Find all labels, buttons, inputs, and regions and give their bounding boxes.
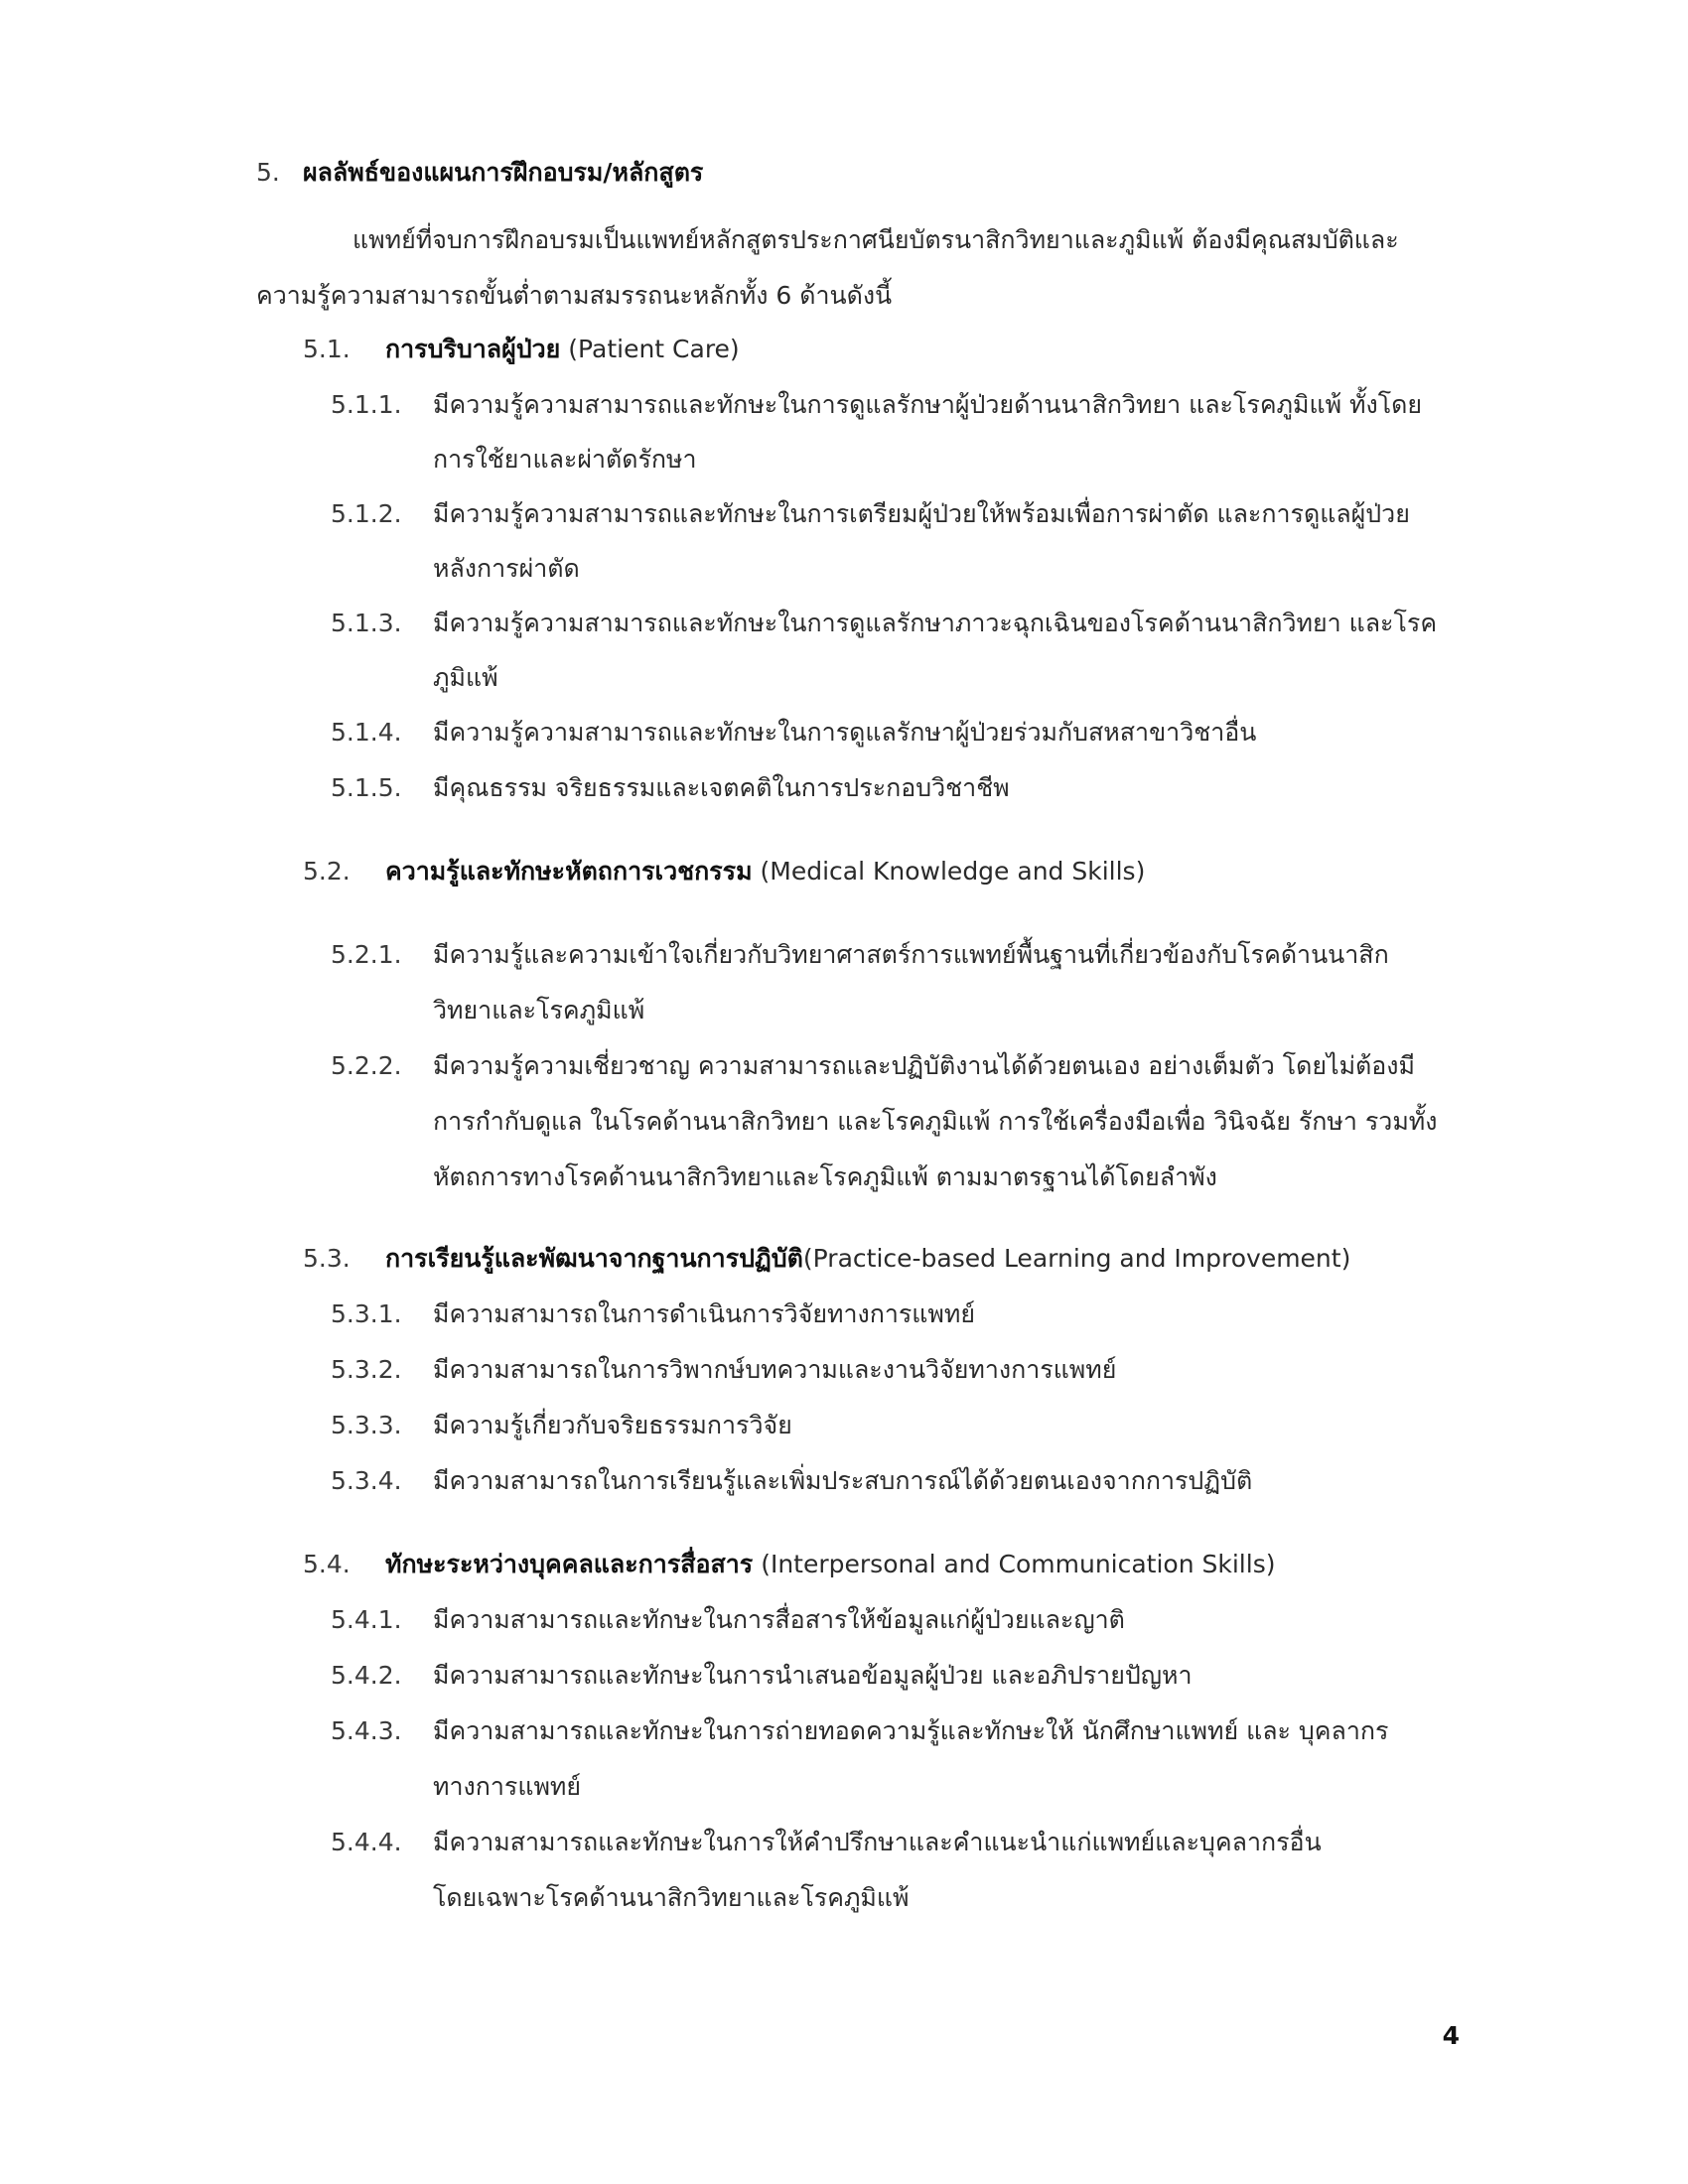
subsection-title-en: (Patient Care) [568, 335, 740, 363]
item-text: มีความสามารถในการวิพากษ์บทความและงานวิจัยทางการแพทย์ [433, 1355, 1117, 1384]
subsection-title: การเรียนรู้และพัฒนาจากฐานการปฏิบัติ [385, 1244, 803, 1273]
page-number: 4 [1442, 2021, 1460, 2050]
item-text: มีความรู้ความสามารถและทักษะในการดูแลรักษาผู้ป่วยด้านนาสิกวิทยา และโรคภูมิแพ้ ทั้งโดย [433, 390, 1423, 419]
subsection-title: ทักษะระหว่างบุคคลและการสื่อสาร [385, 1550, 754, 1578]
item-number: 5.4.2. [331, 1661, 402, 1690]
subsection-number: 5.2. [303, 857, 351, 886]
item-number: 5.3.4. [331, 1466, 402, 1495]
item-text: มีความรู้และความเข้าใจเกี่ยวกับวิทยาศาสตร์การแพทย์พื้นฐานที่เกี่ยวข้องกับโรคด้านนาสิก [433, 940, 1389, 969]
subsection-title-en: (Practice-based Learning and Improvement) [802, 1244, 1351, 1273]
item-number: 5.1.4. [331, 718, 402, 747]
section-title: ผลลัพธ์ของแผนการฝึกอบรม/หลักสูตร [303, 158, 704, 187]
item-text: มีความสามารถและทักษะในการถ่ายทอดความรู้และทักษะให้ นักศึกษาแพทย์ และ บุคลากร [433, 1716, 1389, 1745]
item-text: มีความรู้ความสามารถและทักษะในการเตรียมผู้ป่วยให้พร้อมเพื่อการผ่าตัด และการดูแลผู้ป่วย [433, 499, 1410, 528]
subsection-title-en: (Interpersonal and Communication Skills) [761, 1550, 1276, 1578]
item-number: 5.3.3. [331, 1411, 402, 1439]
subsection-title-en: (Medical Knowledge and Skills) [760, 857, 1146, 886]
item-text: มีคุณธรรม จริยธรรมและเจตคติในการประกอบวิชาชีพ [433, 773, 1010, 802]
item-text: มีความสามารถและทักษะในการนำเสนอข้อมูลผู้ป่วย และอภิปรายปัญหา [433, 1661, 1193, 1690]
item-text: มีความรู้ความสามารถและทักษะในการดูแลรักษาภาวะฉุกเฉินของโรคด้านนาสิกวิทยา และโรค [433, 609, 1438, 637]
item-text-cont: ทางการแพทย์ [433, 1772, 582, 1801]
subsection-title: ความรู้และทักษะหัตถการเวชกรรม [385, 857, 753, 886]
subsection-number: 5.3. [303, 1244, 351, 1273]
item-text: มีความสามารถและทักษะในการสื่อสารให้ข้อมูลแก่ผู้ป่วยและญาติ [433, 1605, 1125, 1634]
item-text: มีความรู้เกี่ยวกับจริยธรรมการวิจัย [433, 1411, 792, 1439]
subsection-heading [385, 1547, 1275, 1582]
intro-line-1: แพทย์ที่จบการฝึกอบรมเป็นแพทย์หลักสูตรประกาศนียบัตรนาสิกวิทยาและภูมิแพ้ ต้องมีคุณสมบัติและ [352, 225, 1399, 254]
item-number: 5.2.2. [331, 1051, 402, 1080]
subsection-number: 5.4. [303, 1550, 351, 1578]
item-number: 5.4.4. [331, 1828, 402, 1856]
item-number: 5.2.1. [331, 940, 402, 969]
item-number: 5.3.2. [331, 1355, 402, 1384]
subsection-number: 5.1. [303, 335, 351, 363]
item-text: มีความสามารถและทักษะในการให้คำปรึกษาและคำแนะนำแก่แพทย์และบุคลากรอื่น [433, 1828, 1322, 1856]
item-text-cont: หัตถการทางโรคด้านนาสิกวิทยาและโรคภูมิแพ้ ตามมาตรฐานได้โดยลำพัง [433, 1162, 1217, 1191]
item-number: 5.3.1. [331, 1299, 402, 1328]
item-text-cont: การใช้ยาและผ่าตัดรักษา [433, 445, 697, 474]
item-text-cont: หลังการผ่าตัด [433, 554, 580, 583]
item-number: 5.1.2. [331, 499, 402, 528]
subsection-title: การบริบาลผู้ป่วย [385, 335, 561, 363]
subsection-heading [385, 332, 740, 367]
subsection-heading [385, 1241, 1350, 1277]
item-number: 5.1.1. [331, 390, 402, 419]
item-text-cont: วิทยาและโรคภูมิแพ้ [433, 996, 645, 1024]
subsection-heading [385, 854, 1145, 889]
item-text: มีความสามารถในการดำเนินการวิจัยทางการแพทย์ [433, 1299, 976, 1328]
item-number: 5.1.3. [331, 609, 402, 637]
item-text-cont: โดยเฉพาะโรคด้านนาสิกวิทยาและโรคภูมิแพ้ [433, 1883, 910, 1912]
item-number: 5.4.3. [331, 1716, 402, 1745]
item-text: มีความรู้ความสามารถและทักษะในการดูแลรักษาผู้ป่วยร่วมกับสหสาขาวิชาอื่น [433, 718, 1257, 747]
section-number: 5. [256, 158, 280, 187]
item-text: มีความสามารถในการเรียนรู้และเพิ่มประสบการณ์ได้ด้วยตนเองจากการปฏิบัติ [433, 1466, 1253, 1495]
intro-line-2: ความรู้ความสามารถขั้นต่ำตามสมรรถนะหลักทั้ง 6 ด้านดังนี้ [256, 281, 893, 310]
item-number: 5.1.5. [331, 773, 402, 802]
item-text-cont: ภูมิแพ้ [433, 663, 498, 692]
item-number: 5.4.1. [331, 1605, 402, 1634]
item-text-cont: การกำกับดูแล ในโรคด้านนาสิกวิทยา และโรคภูมิแพ้ การใช้เครื่องมือเพื่อ วินิจฉัย รักษา รวมทั้ง [433, 1107, 1438, 1136]
item-text: มีความรู้ความเชี่ยวชาญ ความสามารถและปฏิบัติงานได้ด้วยตนเอง อย่างเต็มตัว โดยไม่ต้องมี [433, 1051, 1415, 1080]
